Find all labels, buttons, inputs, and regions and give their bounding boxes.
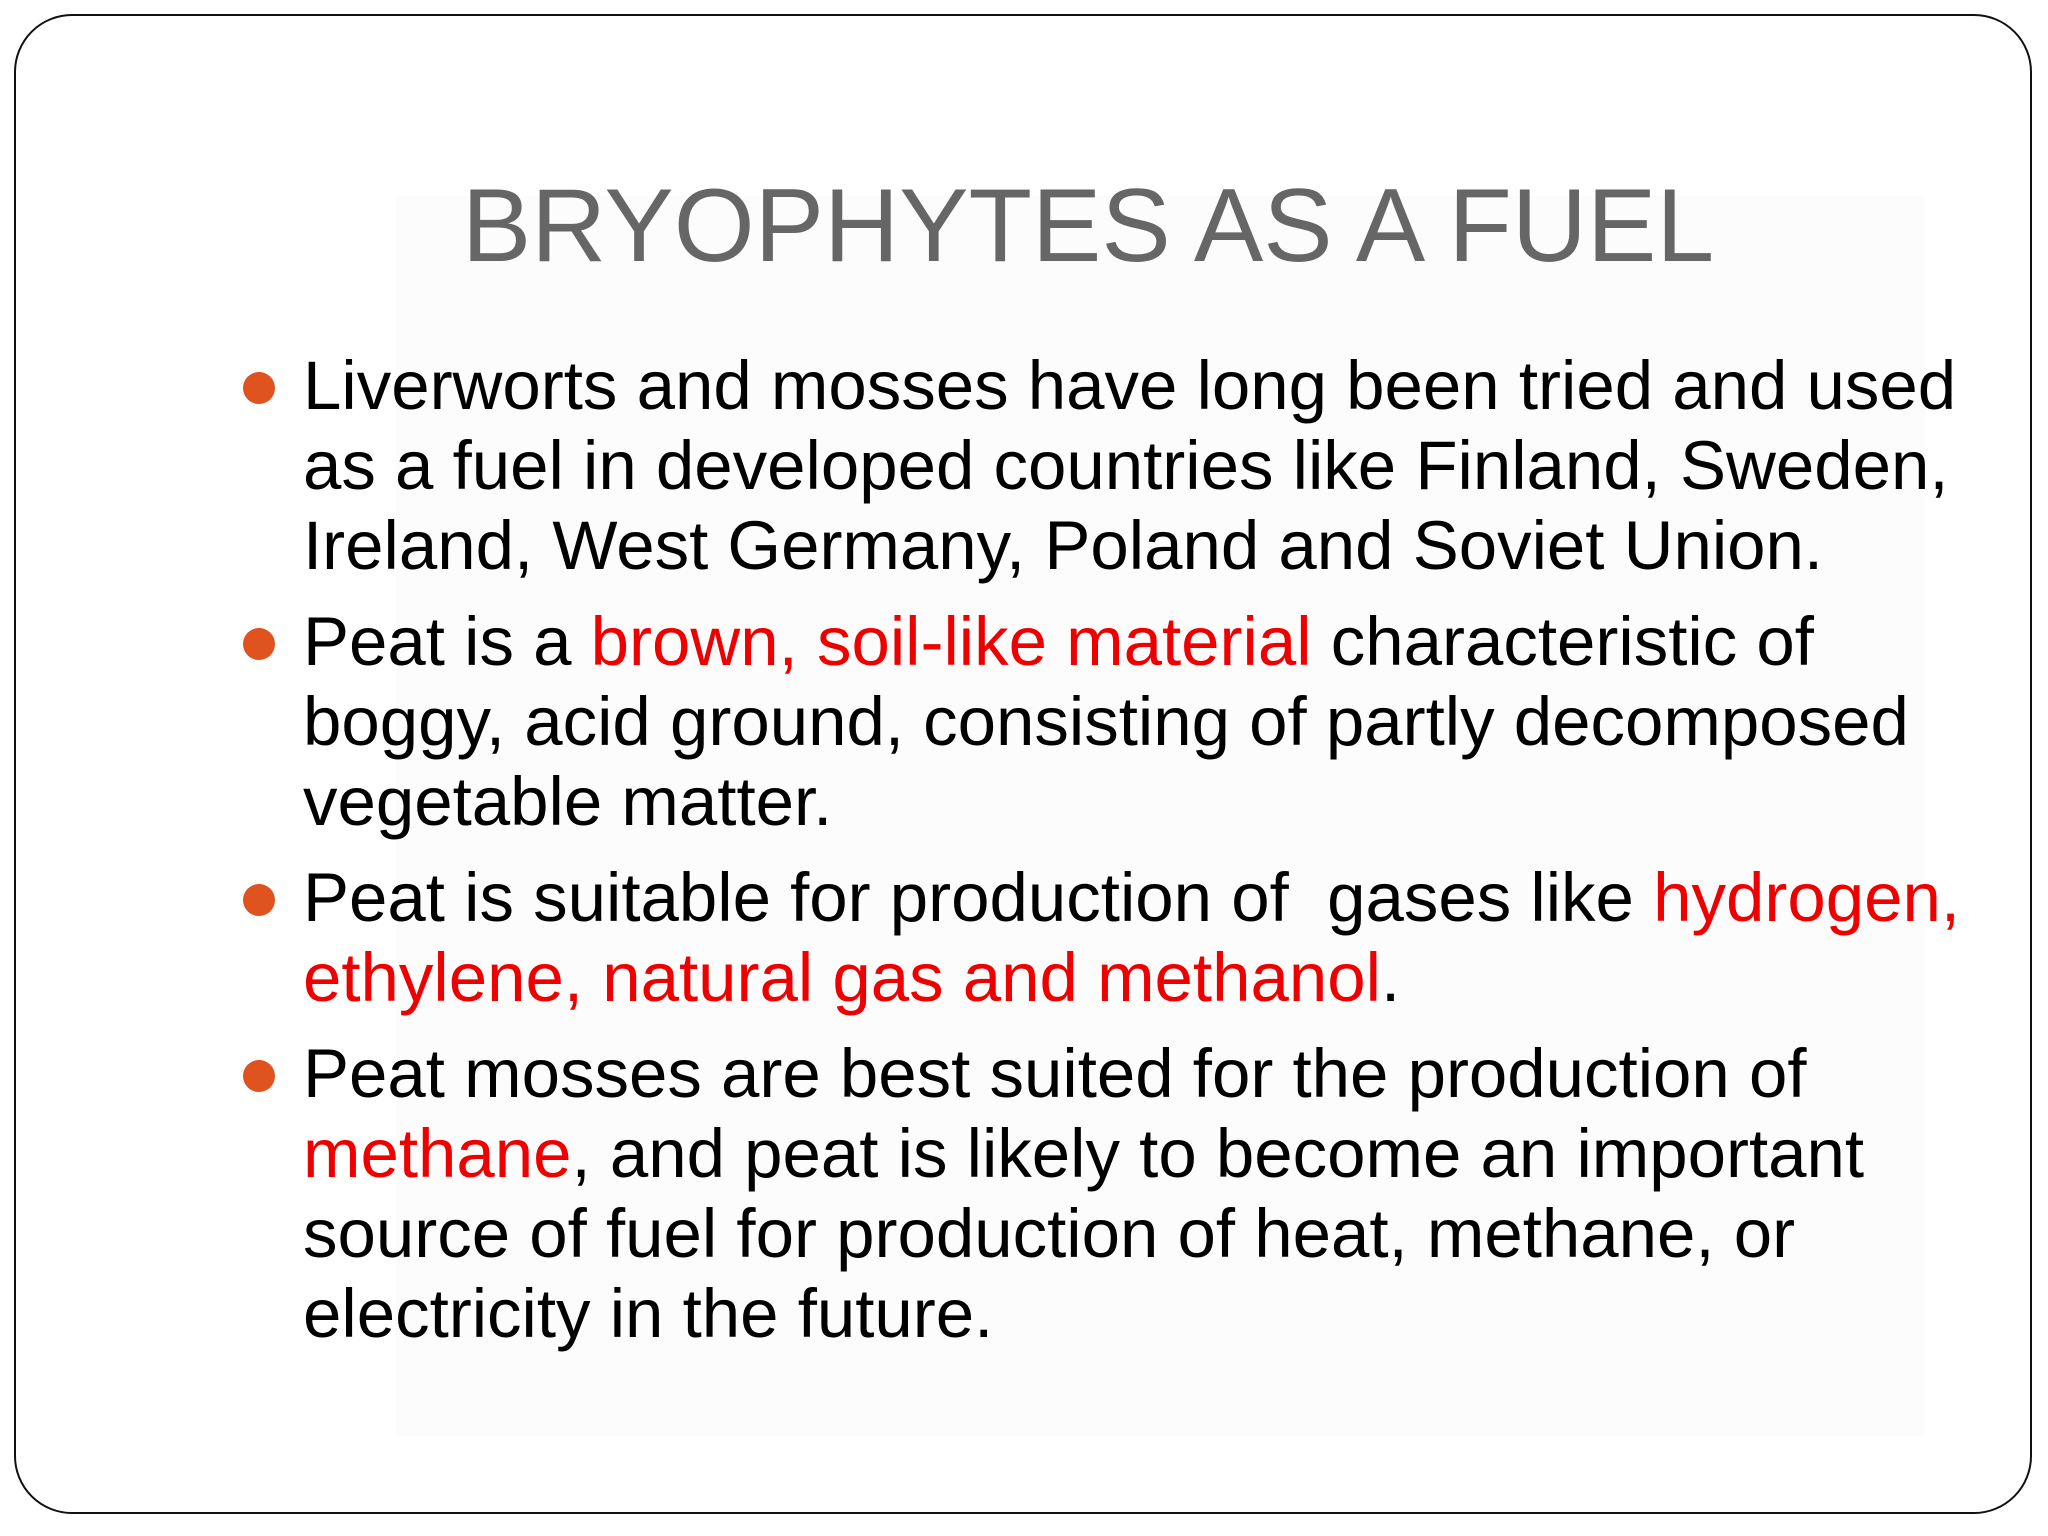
slide-title: BRYOPHYTES AS A FUEL: [461, 168, 1715, 284]
bullet-dot-icon: [243, 628, 275, 660]
bullet-text: , and peat is likely to become an important source of fuel for production of heat, methane, or electricity in the future.: [303, 1115, 1865, 1352]
bullet-text: Peat mosses are best suited for the production of: [303, 1035, 1807, 1112]
bullet-dot-icon: [243, 884, 275, 916]
bullet-item-peat-gases: [303, 858, 1963, 1018]
bullet-item-fuel-countries: [303, 346, 1963, 586]
bullet-item-peat-methane: [303, 1034, 1963, 1354]
bullet-text: Peat is suitable for production of gases like: [303, 859, 1654, 936]
slide-frame: [14, 14, 2032, 1514]
bullet-dot-icon: [243, 372, 275, 404]
bullet-item-peat-definition: [303, 602, 1963, 842]
bullet-text: Peat is a: [303, 603, 591, 680]
bullet-text: .: [1380, 939, 1401, 1016]
bullet-text: characteristic of boggy, acid ground, consisting of partly decomposed vegetable matter.: [303, 603, 1909, 840]
highlighted-text: brown, soil-like material: [590, 603, 1312, 680]
highlighted-text: methane: [303, 1115, 572, 1192]
bullet-dot-icon: [243, 1060, 275, 1092]
highlighted-text: hydrogen, ethylene, natural gas and methanol: [303, 859, 1960, 1016]
bullet-list: [303, 346, 1963, 1370]
bullet-text: Liverworts and mosses have long been tried and used as a fuel in developed countries like Finland, Sweden, Ireland, West Germany, Poland and Soviet Union.: [303, 347, 1957, 584]
